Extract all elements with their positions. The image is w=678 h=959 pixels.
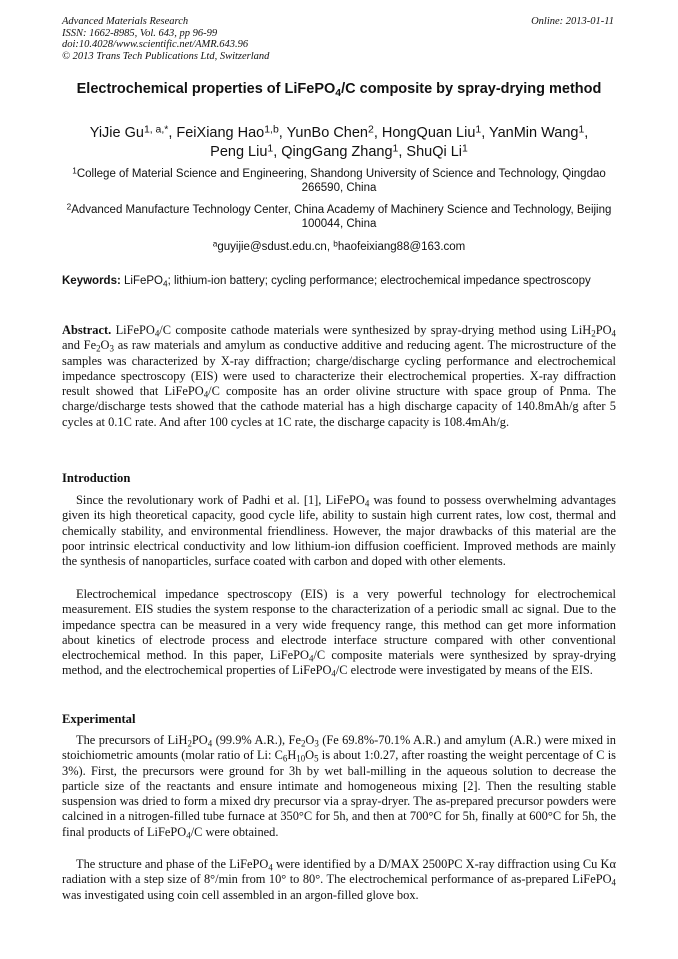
author: YiJie $Gu^{1, a,*}$,: [89, 124, 177, 141]
author: YanMin Wang$^1$,: [489, 124, 589, 141]
experimental-paragraph: The structure and phase of the LiFePO$_4$ were identified by a D/MAX 2500PC X-ray diffraction using Cu Kα radiation with a step size of 8°/min from 10° to 80°. The electrochemical performance of as-prepared LiFePO$_4$ was investigated using coin cell assembled in an argon-filled glove box.: [62, 857, 616, 902]
author-list: [62, 124, 616, 162]
introduction-paragraph: Since the revolutionary work of Padhi et al. [1], LiFePO$_4$ was found to possess overwhelming advantages given its high theoretical capacity, good cycle life, ability to sustain high current rates, low cost, thermal and chemically stability, and environmental friendliness. However, the major drawbacks of this material are the poor intrinsic electrical conductivity and low lithium-ion diffusion coefficient. Improved methods are mainly the synthesis of nanoparticles, surface coated with carbon and doped with other elements.: [62, 493, 616, 569]
issn-line: ISSN: 1662-8985, Vol. 643, pp 96-99: [62, 27, 218, 39]
doi-line: doi:10.4028/www.scientific.net/AMR.643.96: [62, 39, 249, 50]
author: YunBo Chen$^2$,: [286, 124, 382, 141]
author: HongQuan Liu$^1$,: [381, 124, 489, 141]
author: Peng Liu$^1$,: [210, 143, 282, 160]
journal-header: [62, 16, 269, 62]
paper-title: Electrochemical properties of LiFePO$_4$/C composite by spray-drying method: [76, 81, 602, 100]
section-heading-introduction: Introduction: [62, 471, 131, 485]
email-link-b[interactable]: haofeixiang88@163.com: [337, 241, 466, 253]
copyright-line: © 2013 Trans Tech Publications Ltd, Switzerland: [62, 50, 270, 62]
online-date: Online: 2013-01-11: [531, 16, 614, 27]
experimental-paragraph: The precursors of $LiH_2PO_4$ (99.9% A.R.), $Fe_2O_3$ (Fe 69.8%-70.1% A.R.) and amylum (A.R.) were mixed in stoichiometric amounts (molar ratio of Li: $C_6H_{10}O_5$ is about 1:0.27, after roasting the weight percentage of C is 3%). First, the precursors were ground for 3h by wet ball-milling in the aqueous solution to decrease the particle size of the reactants and ensure intimate and homogeneous mixing [2]. Then the resulting stable suspension was dried to form a mixed dry precursor via a spray-dryer. The as-prepared precursor powders were calcined in a nitrogen-filled tube furnace at 350°C for 5h, and then at 700°C for 5h, finally at 600°C for 5h, the final products of LiFePO$_4$/C were obtained.: [62, 733, 616, 841]
abstract-label: Abstract.: [62, 323, 112, 337]
keywords-label: Keywords:: [62, 275, 121, 287]
affiliation-1: $^1$College of Material Science and Engineering, Shandong University of Science and Technology, Qingdao 266590, China: [72, 166, 606, 194]
email-link-a[interactable]: guyijie@sdust.edu.cn: [217, 241, 327, 253]
abstract: Abstract. LiFePO$_4$/C composite cathode materials were synthesized by spray-drying method using $LiH_2PO_4$ and $Fe_2O_3$ as raw materials and amylum as conductive additive and reducing agent. The microstructure of the samples was characterized by X-ray diffraction; charge/discharge cycling performance and electrochemical impedance spectroscopy (EIS) were used to characterize their electrochemical properties. X-ray diffraction result showed that LiFePO$_4$/C composite has an order olivine structure with space group of Pnma. The charge/discharge tests showed that the cathode material has a high discharge capacity of 140.8mAh/g after 5 cycles at 0.1C rate. And after 100 cycles at 1C rate, the discharge capacity is 108.4mAh/g.: [62, 323, 617, 429]
introduction-paragraph: Electrochemical impedance spectroscopy (EIS) is a very powerful technology for electrochemical measurement. EIS studies the system response to the characterization of a periodic small ac signal. Due to the impedance spectra can be measured in a very wide frequency range, this method can get more information about kinetics of electrode process and electrode interface structure compared with other conventional electrochemical method. In this paper, LiFePO$_4$/C composite materials were synthesized by spray-drying method, and the electrochemical properties of LiFePO$_4$/C electrode were investigated by means of the EIS.: [62, 587, 616, 680]
author: FeiXiang Hao$^{1,b}$,: [176, 124, 287, 141]
author: ShuQi Li$^1$: [406, 143, 468, 160]
author: QingGang Zhang$^1$,: [281, 143, 407, 160]
author-emails: $^a$guyijie@sdust.edu.cn, $^b$haofeixiang88@163.com: [212, 239, 466, 253]
affiliation-2: $^2$Advanced Manufacture Technology Center, China Academy of Machinery Science and Technology, Beijing 100044, China: [66, 202, 612, 230]
keywords: Keywords: LiFePO$_4$; lithium-ion battery; cycling performance; electrochemical impedance spectroscopy: [62, 275, 591, 289]
section-heading-experimental: Experimental: [62, 712, 136, 726]
journal-name: Advanced Materials Research: [62, 16, 189, 27]
